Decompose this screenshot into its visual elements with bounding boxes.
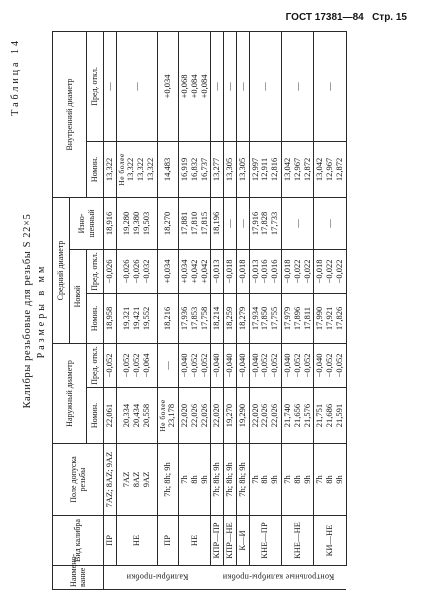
cell-middle-deviation [179,249,211,293]
cell-middle-deviation [314,249,346,293]
cell-tolerance-field [236,444,249,516]
value: 19,290 [236,403,247,428]
value: 12,911 [259,157,270,181]
cell-outer-deviation [314,343,346,387]
value: 12,872 [301,157,312,182]
cell-gauge-type: ПР [157,516,178,566]
col-worn: Изно-шенный [70,197,104,249]
table-subcaption: Размеры в мм [36,263,47,359]
table-body [104,31,347,589]
col-mid-nom: Номин. [87,293,104,343]
tolerance-value: 7h; 8h; 9h [236,462,247,497]
cell-outer-nominal [211,388,224,444]
value: 18,259 [224,306,235,331]
value: 17,850 [259,306,270,331]
running-head [286,12,407,23]
cell-middle-deviation [281,249,313,293]
cell-worn [116,197,157,249]
value: 17,828 [259,211,270,236]
col-outer: Наружный диаметр [53,343,87,443]
value: 18,279 [236,306,247,331]
value: — [324,82,335,91]
cell-outer-nominal [281,388,313,444]
value: −0,052 [121,353,132,378]
tolerance-value: 7h [179,475,190,484]
rotated-table-page [8,32,405,590]
cell-outer-nominal [157,388,178,444]
value: 21,576 [301,403,312,428]
value: 20,334 [121,403,132,428]
cell-tolerance-field [104,444,117,516]
cell-outer-deviation [211,343,224,387]
cell-outer-nominal [104,388,117,444]
value: −0,052 [269,353,280,378]
value: 22,020 [249,403,260,428]
ne-bolee-label: Не более [157,399,167,432]
value: 17,896 [291,306,302,331]
value: 13,322 [125,157,136,182]
value: −0,013 [211,259,222,284]
value: 12,967 [291,157,302,182]
value: 13,305 [224,157,235,182]
cell-gauge-type: К—И [236,516,249,566]
value: 18,916 [104,211,114,236]
cell-middle-deviation [236,249,249,293]
tolerance-value: 8h [188,475,199,484]
tolerance-value: 9h [198,475,209,484]
cell-outer-nominal [249,388,281,444]
value: −0,018 [236,259,247,284]
value: −0,064 [140,353,151,378]
cell-worn [314,197,346,249]
cell-outer-deviation [157,343,178,387]
tolerance-value: 9AZ [140,471,151,488]
cell-outer-nominal [314,388,346,444]
value: 17,934 [249,306,260,331]
cell-middle-nominal [179,293,211,343]
value: — [324,219,335,228]
tolerance-value: 8h [259,475,270,484]
cell-worn [211,197,224,249]
value: 18,196 [211,211,222,236]
cell-worn [281,197,313,249]
tolerance-value: 7AZ [121,471,132,488]
value: 17,810 [188,211,199,236]
cell-gauge-type: КПР—НЕ [224,516,237,566]
value: 14,483 [162,157,172,182]
value: — [104,82,114,91]
value: −0,026 [121,259,132,284]
table-row [116,31,157,589]
cell-worn [157,197,178,249]
value: 18,270 [162,211,172,236]
value: — [236,82,247,91]
cell-tolerance-field [211,444,224,516]
tolerance-value: 7AZ; 8AZ; 9AZ [104,451,114,508]
cell-outer-deviation [236,343,249,387]
value: +0,034 [179,259,190,284]
cell-outer-deviation [281,343,313,387]
value: −0,052 [130,353,141,378]
tolerance-value: 7h; 8h; 9h [162,462,172,497]
value: −0,026 [130,259,141,284]
value: 17,758 [198,306,209,331]
col-outer-dev: Пред. откл. [87,343,104,387]
cell-inner-deviation [236,31,249,141]
cell-inner-nominal [224,141,237,197]
cell-worn [236,197,249,249]
tolerance-value: 9h [301,475,312,484]
cell-middle-deviation [249,249,281,293]
table-caption: Калибры резьбовые для резьбы S 22×5 [22,213,33,409]
col-in-nom: Номин. [87,141,104,197]
cell-inner-deviation [116,31,157,141]
value: −0,018 [281,259,292,284]
value: −0,052 [291,353,302,378]
value: 17,979 [281,306,292,331]
col-new: Новой [70,249,87,343]
table-row [236,31,249,589]
value: −0,052 [301,353,312,378]
value: 13,322 [144,157,155,182]
value: 13,042 [314,157,325,182]
value: −0,052 [333,353,344,378]
value: −0,040 [281,353,292,378]
value: 13,305 [236,157,247,182]
table-row [211,31,224,589]
value: 17,936 [179,306,190,331]
value: 19,421 [130,306,141,331]
cell-middle-nominal [314,293,346,343]
value: 13,322 [104,157,114,182]
value: −0,052 [324,353,335,378]
cell-gauge-type: КНЕ—НЕ [281,516,313,566]
cell-worn [224,197,237,249]
gauge-table [52,31,347,590]
cell-worn [179,197,211,249]
value: 13,322 [135,157,146,182]
cell-tolerance-field [281,444,313,516]
col-name: Наимено-вание [53,566,104,590]
cell-tolerance-field [224,444,237,516]
value: 20,558 [140,403,151,428]
header-row-1 [53,31,70,589]
tolerance-value: 7h; 8h; 9h [211,462,222,497]
value: — [224,82,235,91]
value: +0,042 [188,259,199,284]
cell-inner-nominal [314,141,346,197]
cell-gauge-type: ПР [104,516,117,566]
gost-number: ГОСТ 17381—84 [285,12,364,23]
value: 17,881 [179,211,190,236]
col-middle: Средний диаметр [53,197,70,343]
value: −0,052 [188,353,199,378]
tolerance-value: 7h; 8h; 9h [224,462,235,497]
cell-inner-deviation [179,31,211,141]
cell-inner-nominal [157,141,178,197]
page-number: Стр. 15 [372,12,407,23]
value: 17,990 [314,306,325,331]
value: −0,040 [314,353,325,378]
group-control: Контрольные калибры-пробки [211,566,346,590]
value: 17,811 [301,306,312,331]
cell-gauge-type: НЕ [116,516,157,566]
col-type: Вид калибра [53,516,104,566]
value: 21,740 [281,403,292,428]
cell-tolerance-field [157,444,178,516]
value: 16,737 [198,157,209,182]
value: −0,052 [198,353,209,378]
value: 19,552 [140,306,151,331]
value: 16,832 [188,157,199,182]
cell-middle-deviation [211,249,224,293]
cell-inner-deviation [157,31,178,141]
cell-gauge-type: КПР—ПР [211,516,224,566]
value: 21,751 [314,403,325,428]
value: −0,016 [269,259,280,284]
cell-inner-deviation [104,31,117,141]
cell-inner-nominal [236,141,249,197]
value: 17,733 [269,211,280,236]
value: 18,958 [104,306,114,331]
value: — [130,82,141,91]
value: — [236,219,247,228]
value: 17,916 [249,211,260,236]
cell-middle-nominal [236,293,249,343]
value: 22,026 [188,403,199,428]
col-mid-dev: Пред. откл. [87,249,104,293]
table-row [157,31,178,589]
tolerance-value: 7h [281,475,292,484]
value: 12,816 [269,157,280,182]
value: 19,503 [140,211,151,236]
cell-middle-nominal [157,293,178,343]
cell-worn [104,197,117,249]
cell-outer-nominal [179,388,211,444]
cell-outer-nominal [224,388,237,444]
value: −0,052 [104,353,114,378]
col-in-dev: Пред. откл. [87,31,104,141]
value: −0,032 [140,259,151,284]
cell-inner-nominal [281,141,313,197]
value: 23,178 [166,403,177,428]
value: −0,040 [211,353,222,378]
cell-gauge-type: НЕ [179,516,211,566]
cell-inner-nominal [116,141,157,197]
value: — [211,82,222,91]
col-inner: Внутренний диаметр [53,31,87,197]
cell-middle-nominal [281,293,313,343]
value: −0,018 [314,259,325,284]
value: 22,026 [269,403,280,428]
value: +0,034 [162,259,172,284]
cell-middle-nominal [224,293,237,343]
cell-inner-nominal [211,141,224,197]
cell-tolerance-field [116,444,157,516]
cell-middle-deviation [104,249,117,293]
value: 19,321 [121,306,132,331]
value: 21,656 [291,403,302,428]
tolerance-value: 8h [291,475,302,484]
cell-inner-nominal [249,141,281,197]
value: 17,755 [269,306,280,331]
value: −0,022 [324,259,335,284]
value: 20,434 [130,403,141,428]
value: +0,084 [188,74,199,99]
cell-gauge-type: КИ—НЕ [314,516,346,566]
cell-outer-deviation [249,343,281,387]
value: −0,018 [224,259,235,284]
cell-outer-deviation [116,343,157,387]
cell-inner-deviation [249,31,281,141]
cell-tolerance-field [249,444,281,516]
value: 19,270 [224,403,235,428]
col-field: Поле допуска резьбы [53,444,104,516]
value: 18,216 [162,306,172,331]
tolerance-value: 9h [333,475,344,484]
table-row [249,31,281,589]
value: +0,042 [198,259,209,284]
value: +0,084 [198,74,209,99]
value: 22,061 [104,403,114,428]
cell-tolerance-field [314,444,346,516]
value: 17,826 [333,306,344,331]
cell-outer-deviation [104,343,117,387]
table-row [314,31,346,589]
value: — [162,361,172,370]
cell-gauge-type: КНЕ—ПР [249,516,281,566]
value: 12,997 [249,157,260,182]
value: — [291,219,302,228]
value: 22,026 [198,403,209,428]
ne-bolee-label: Не более [116,153,126,186]
table-label: Таблица 14 [10,38,21,116]
cell-inner-deviation [211,31,224,141]
value: 22,020 [211,403,222,428]
value: 13,042 [281,157,292,182]
table-row [179,31,211,589]
table-row [224,31,237,589]
cell-middle-nominal [116,293,157,343]
cell-inner-nominal [179,141,211,197]
tolerance-value: 8AZ [130,471,141,488]
value: 12,967 [324,157,335,182]
value: −0,040 [236,353,247,378]
cell-outer-deviation [179,343,211,387]
value: −0,013 [249,259,260,284]
cell-inner-nominal [104,141,117,197]
cell-middle-deviation [224,249,237,293]
cell-inner-deviation [281,31,313,141]
value: −0,052 [259,353,270,378]
cell-inner-deviation [314,31,346,141]
cell-outer-deviation [224,343,237,387]
value: 18,214 [211,306,222,331]
cell-middle-nominal [104,293,117,343]
value: −0,040 [249,353,260,378]
value: — [259,82,270,91]
table-row [104,31,117,589]
value: −0,040 [224,353,235,378]
value: −0,022 [333,259,344,284]
value: 21,686 [324,403,335,428]
table-row [281,31,313,589]
tolerance-value: 7h [314,475,325,484]
value: 22,026 [259,403,270,428]
cell-outer-nominal [116,388,157,444]
group-rings: Калибры-пробки [104,566,211,590]
cell-outer-nominal [236,388,249,444]
value: — [224,219,235,228]
value: 12,872 [333,157,344,182]
cell-middle-nominal [249,293,281,343]
cell-middle-nominal [211,293,224,343]
value: 13,277 [211,157,222,182]
value: — [291,82,302,91]
value: 22,020 [179,403,190,428]
value: −0,022 [291,259,302,284]
value: −0,026 [104,259,114,284]
tolerance-value: 8h [324,475,335,484]
value: 17,815 [198,211,209,236]
cell-middle-deviation [157,249,178,293]
value: −0,040 [179,353,190,378]
value: 17,853 [188,306,199,331]
value: 19,380 [130,211,141,236]
value: 16,919 [179,157,190,182]
cell-worn [249,197,281,249]
cell-tolerance-field [179,444,211,516]
value: 17,921 [324,306,335,331]
value: +0,034 [162,74,172,99]
value: 21,591 [333,403,344,428]
value: +0,068 [179,74,190,99]
value: −0,016 [259,259,270,284]
value: −0,022 [301,259,312,284]
tolerance-value: 7h [249,475,260,484]
cell-middle-deviation [116,249,157,293]
cell-inner-deviation [224,31,237,141]
col-outer-nom: Номин. [87,388,104,444]
tolerance-value: 9h [269,475,280,484]
value: 19,280 [121,211,132,236]
